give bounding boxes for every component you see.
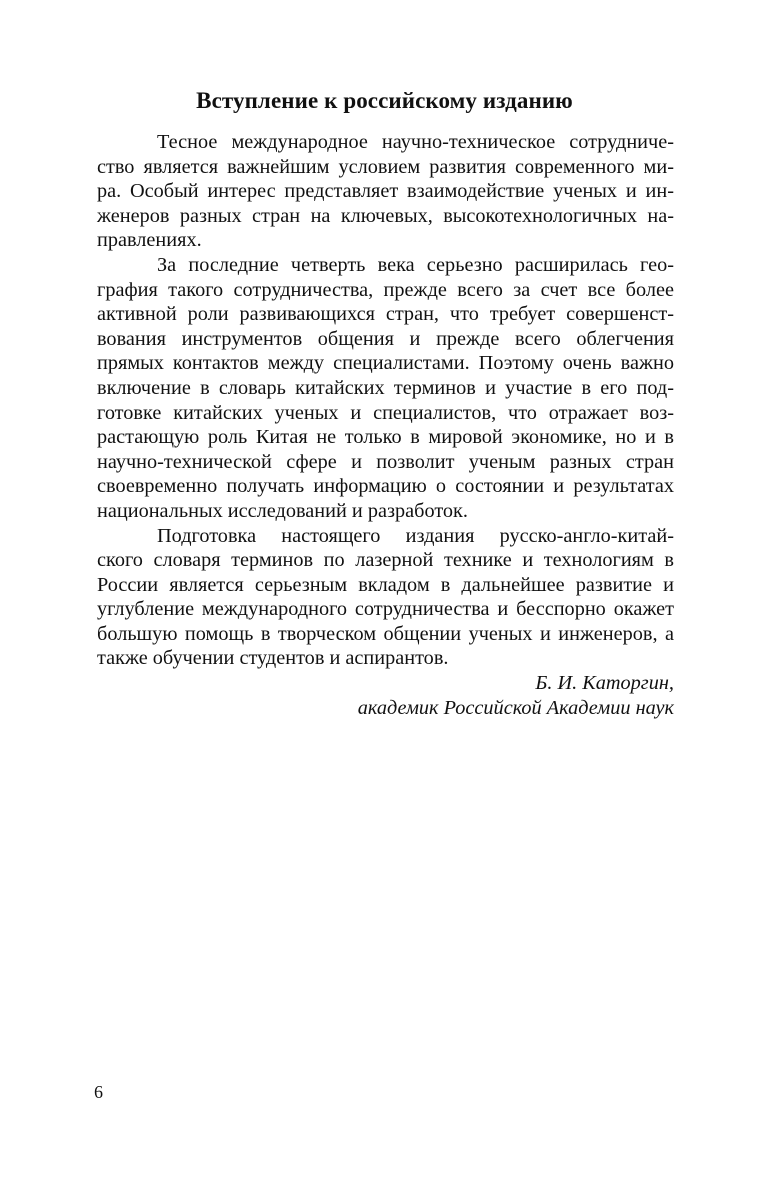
page-title: Вступление к российскому изданию [196, 88, 573, 113]
preface-body [97, 130, 674, 720]
text-line: России является серьезным вкладом в дальнейшее развитие и [97, 573, 674, 596]
signature-position: академик Российской Академии наук [357, 696, 674, 719]
text-line: женеров разных стран на ключевых, высокотехнологичных на- [97, 204, 674, 227]
text-line: углубление международного сотрудничества и бесспорно окажет [97, 598, 674, 621]
text-line: своевременно получать информацию о состоянии и результатах [97, 475, 674, 498]
text-line: включение в словарь китайских терминов и участие в его под- [97, 376, 674, 399]
text-line: ра. Особый интерес представляет взаимодействие ученых и ин- [97, 180, 674, 203]
paragraph-2 [97, 253, 674, 524]
text-line: Подготовка настоящего издания русско-англо-китай- [157, 524, 674, 547]
paragraph-1 [97, 130, 674, 253]
signature-name: Б. И. Каторгин, [535, 672, 674, 695]
text-line: ство является важнейшим условием развития современного ми- [97, 155, 674, 178]
text-line: правлениях. [97, 229, 202, 252]
paragraph-3 [97, 524, 674, 672]
text-line: активной роли развивающихся стран, что требует совершенст- [97, 303, 674, 326]
text-line: национальных исследований и разработок. [97, 499, 468, 522]
text-line: Тесное международное научно-техническое сотрудниче- [157, 131, 674, 153]
text-line: прямых контактов между специалистами. Поэтому очень важно [97, 352, 674, 375]
text-line: вования инструментов общения и прежде всего облегчения [97, 327, 674, 350]
text-line: также обучении студентов и аспирантов. [97, 647, 449, 670]
text-line: научно-технической сфере и позволит ученым разных стран [97, 450, 674, 473]
text-line: растающую роль Китая не только в мировой экономике, но и в [97, 426, 674, 449]
text-line: большую помощь в творческом общении ученых и инженеров, а [97, 622, 674, 645]
signature-block [97, 671, 674, 720]
text-line: За последние четверть века серьезно расширилась гео- [157, 253, 674, 276]
text-line: ского словаря терминов по лазерной технике и технологиям в [97, 549, 674, 572]
page-number: 6 [94, 1082, 103, 1102]
text-line: графия такого сотрудничества, прежде всего за счет все более [97, 278, 674, 301]
text-line: готовке китайских ученых и специалистов, что отражает воз- [97, 401, 674, 424]
